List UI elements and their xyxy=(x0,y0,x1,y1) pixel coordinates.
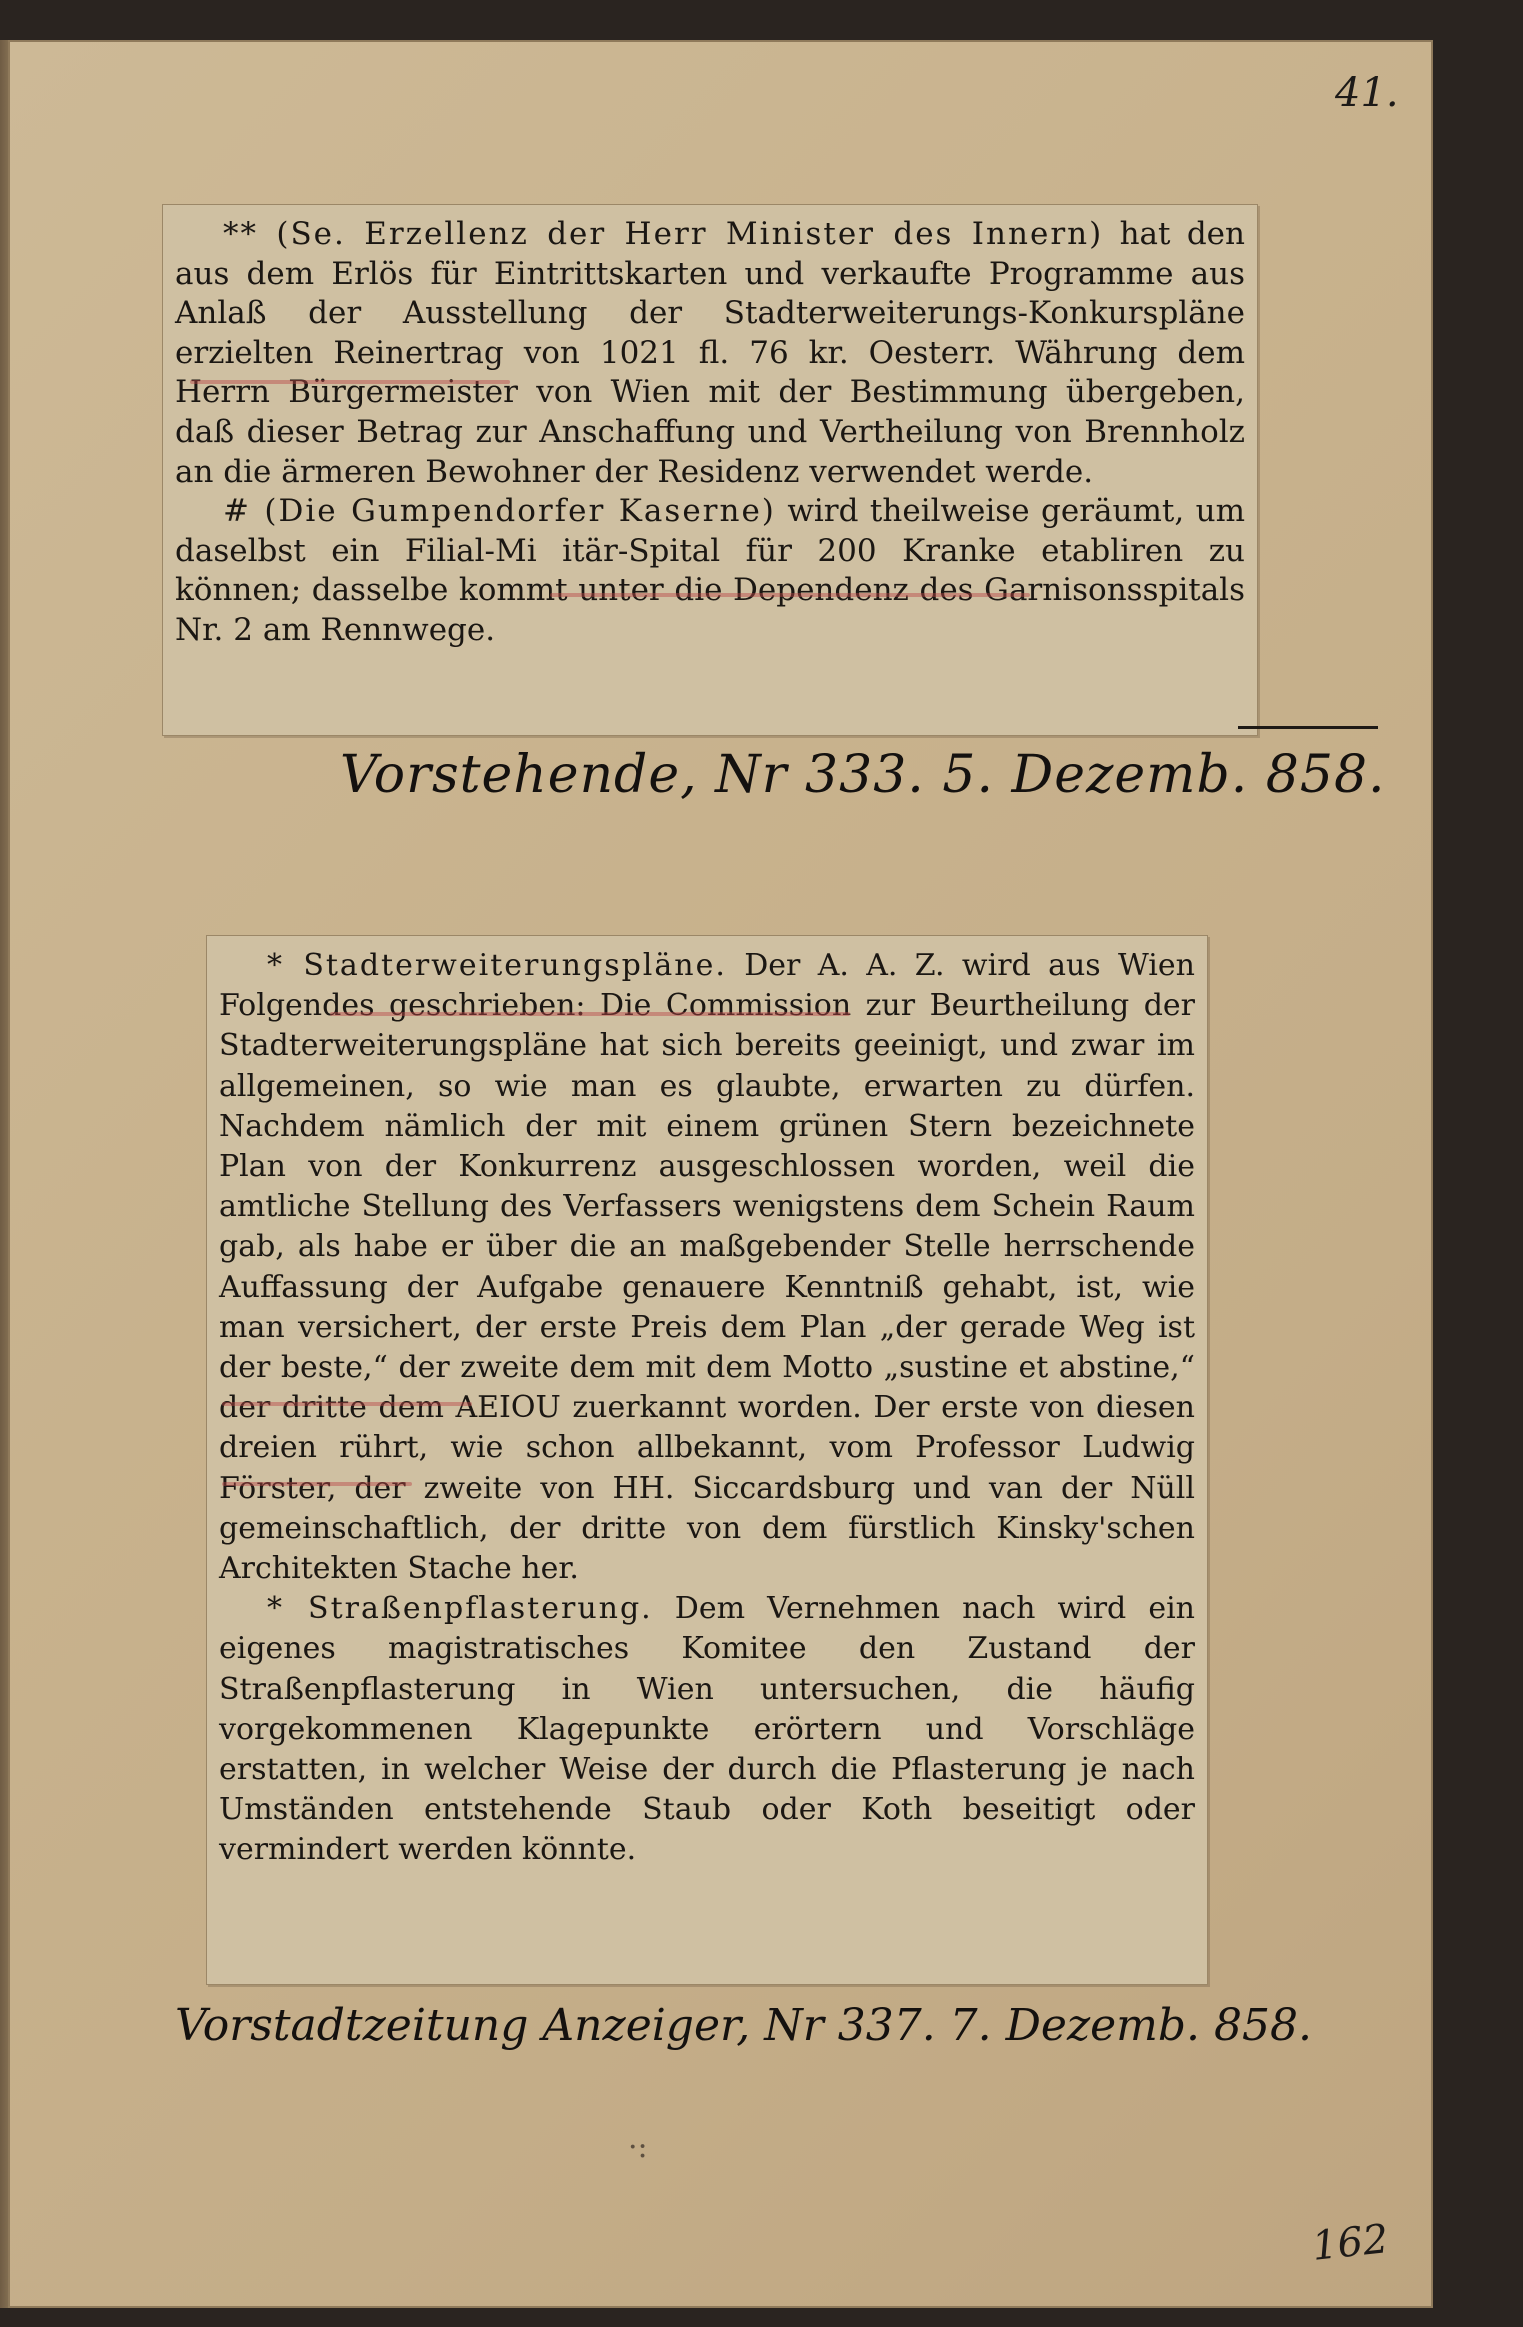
clipping-1-paragraph-1 xyxy=(175,215,1245,492)
paragraph-body: wird theilweise geräumt, um daselbst ein Filial-Mi itär-Spital für 200 Kranke etabliren zu können; dasselbe kommt unter die Dependenz des Garnisonsspitals Nr. 2 am Rennwege. xyxy=(175,493,1245,648)
red-pencil-underline xyxy=(222,1402,472,1406)
paragraph-body: Der A. A. Z. wird aus Wien Folgendes geschrieben: Die Commission zur Beurtheilung der Stadterweiterungspläne hat sich bereits geeinigt, und zwar im allgemeinen, so wie man es glaubte, erwarten zu dürfen. Nachdem nämlich der mit einem grünen Stern bezeichnete Plan von der Konkurrenz ausgeschlossen worden, weil die amtliche Stellung des Verfassers wenigstens dem Schein Raum gab, als habe er über die an maßgebender Stelle herrschende Auffassung der Aufgabe genauere Kenntniß gehabt, ist, wie man versichert, der erste Preis dem Plan „der gerade Weg ist der beste,“ der zweite dem mit dem Motto „sustine et abstine,“ der dritte dem AEIOU zuerkannt worden. Der erste von diesen dreien rührt, wie schon allbekannt, vom Professor Ludwig Förster, der zweite von HH. Siccardsburg und van der Nüll gemeinschaftlich, der dritte von dem fürstlich Kinsky'schen Architekten Stache her. xyxy=(219,948,1195,1587)
paragraph-lead: ** (Se. Erzellenz der Herr Minister des Innern) xyxy=(223,216,1104,252)
pencil-mark: ·: xyxy=(628,2130,648,2165)
paragraph-lead: * Straßenpflasterung. xyxy=(267,1591,653,1627)
red-pencil-underline xyxy=(190,380,510,384)
clipping-1-text xyxy=(175,215,1245,651)
clipping-2-text xyxy=(219,946,1195,1871)
paragraph-body: Dem Vernehmen nach wird ein eigenes magistratisches Komitee den Zustand der Straßenpflasterung in Wien untersuchen, die häufig vorgekommenen Klagepunkte erörtern und Vorschläge erstatten, in welcher Weise der durch die Pflasterung je nach Umständen entstehende Staub oder Koth beseitigt oder vermindert werden könnte. xyxy=(219,1591,1195,1868)
red-pencil-underline xyxy=(550,593,1030,597)
folio-number-bottom: 162 xyxy=(1309,2216,1391,2270)
red-pencil-underline xyxy=(222,1482,412,1486)
folio-number-top: 41. xyxy=(1335,70,1399,116)
handwritten-source-note-1: Vorstehende, Nr 333. 5. Dezemb. 858. xyxy=(340,745,1386,805)
red-pencil-underline xyxy=(330,1012,850,1016)
newspaper-clipping-1 xyxy=(162,204,1258,736)
paragraph-body: hat den aus dem Erlös für Eintrittskarten und verkaufte Programme aus Anlaß der Ausstellung der Stadterweiterungs-Konkurspläne erzielten Reinertrag von 1021 fl. 76 kr. Oesterr. Währung dem Herrn Bürgermeister von Wien mit der Bestimmung übergeben, daß dieser Betrag zur Anschaffung und Vertheilung von Brennholz an die ärmeren Bewohner der Residenz verwendet werde. xyxy=(175,216,1245,490)
paragraph-lead: # (Die Gumpendorfer Kaserne) xyxy=(223,493,776,530)
clipping-2-paragraph-1 xyxy=(219,946,1195,1589)
clipping-1-paragraph-2 xyxy=(175,492,1245,650)
handwritten-source-note-2: Vorstadtzeitung Anzeiger, Nr 337. 7. Dezemb. 858. xyxy=(175,2000,1312,2051)
clipping-2-paragraph-2 xyxy=(219,1589,1195,1870)
paragraph-lead: * Stadterweiterungspläne. xyxy=(267,948,727,983)
newspaper-clipping-2 xyxy=(206,935,1208,1985)
ink-rule-line xyxy=(1238,726,1378,729)
